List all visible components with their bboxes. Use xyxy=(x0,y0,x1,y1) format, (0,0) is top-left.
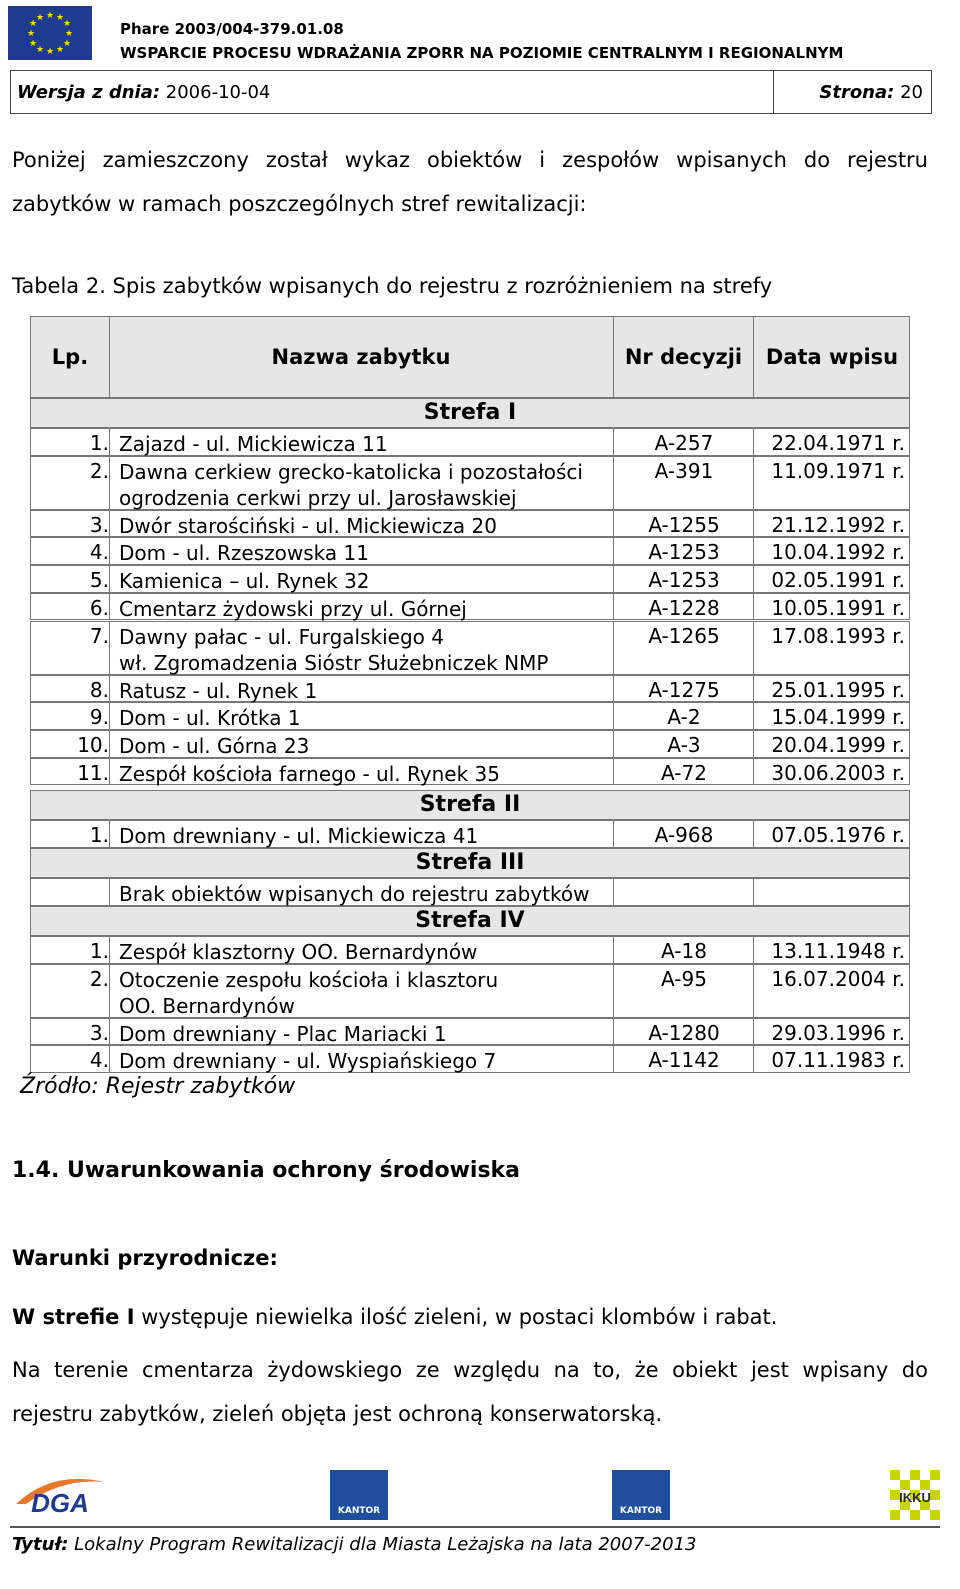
column-divider xyxy=(109,759,110,785)
cell-name-line: Dawna cerkiew grecko-katolicka i pozostałości xyxy=(119,459,583,484)
cell-name-line: Dawny pałac - ul. Furgalskiego 4 xyxy=(119,624,444,649)
kantor-economic-logo: KANTOR xyxy=(612,1470,670,1520)
cell-name xyxy=(119,939,609,965)
cell-date: 11.09.1971 r. xyxy=(771,458,905,483)
cell-name-line: Zespół kościoła farnego - ul. Rynek 35 xyxy=(119,761,500,786)
cell-lp: 4. xyxy=(89,540,109,565)
column-divider xyxy=(753,1046,754,1072)
cell-lp: 4. xyxy=(89,1048,109,1073)
svg-text:★: ★ xyxy=(35,13,45,23)
column-divider xyxy=(753,731,754,757)
table-row xyxy=(30,428,910,456)
table-row xyxy=(30,936,910,964)
cell-name xyxy=(119,1048,609,1074)
cell-name-line: Dom drewniany - ul. Wyspiańskiego 7 xyxy=(119,1049,497,1074)
cell-lp: 5. xyxy=(89,568,109,593)
cell-name xyxy=(119,705,609,731)
cell-date: 10.05.1991 r. xyxy=(771,595,905,620)
cell-name-line: Dom - ul. Rzeszowska 11 xyxy=(119,541,369,566)
cell-decision: A-72 xyxy=(661,760,707,785)
footer-title-value: Lokalny Program Rewitalizacji dla Miasta Leżajska na lata 2007-2013 xyxy=(74,1534,697,1555)
cell-name xyxy=(119,459,609,511)
cell-date: 25.01.1995 r. xyxy=(771,677,905,702)
table-row xyxy=(30,820,910,848)
column-divider xyxy=(613,879,614,905)
column-divider xyxy=(613,457,614,509)
table-row xyxy=(30,1018,910,1046)
cell-lp: 6. xyxy=(89,595,109,620)
table-row xyxy=(30,702,910,730)
column-divider xyxy=(613,622,614,674)
program-name: WSPARCIE PROCESU WDRAŻANIA ZPORR NA POZIOMIE CENTRALNYM I REGIONALNYM xyxy=(120,44,844,62)
cell-lp: 1. xyxy=(89,939,109,963)
table-row xyxy=(30,964,910,1018)
column-divider xyxy=(613,566,614,592)
column-divider xyxy=(613,511,614,537)
table-row xyxy=(30,878,910,906)
table-row xyxy=(30,621,910,675)
cell-decision: A-1255 xyxy=(648,512,720,537)
column-divider xyxy=(753,511,754,537)
cell-date: 15.04.1999 r. xyxy=(771,705,905,730)
column-divider xyxy=(613,965,614,1017)
cell-lp: 10. xyxy=(77,732,109,757)
header-date: Data wpisu xyxy=(765,345,899,369)
cell-decision: A-1280 xyxy=(648,1020,720,1045)
cell-decision: A-95 xyxy=(661,966,707,991)
cell-decision: A-2 xyxy=(667,705,701,730)
column-divider xyxy=(753,594,754,620)
column-divider xyxy=(109,1046,110,1072)
header-divider xyxy=(773,71,774,113)
cell-date: 13.11.1948 r. xyxy=(771,939,905,963)
cell-lp: 1. xyxy=(89,823,109,847)
footer-rule xyxy=(10,1526,940,1528)
ikku-logo xyxy=(890,1470,940,1520)
column-divider xyxy=(753,538,754,564)
column-divider xyxy=(753,566,754,592)
cell-lp: 1. xyxy=(89,431,109,455)
table-row xyxy=(30,675,910,703)
cell-name xyxy=(119,540,609,566)
column-divider xyxy=(613,538,614,564)
table-caption: Tabela 2. Spis zabytków wpisanych do rejestru z rozróżnieniem na strefy xyxy=(12,274,773,298)
project-code: Phare 2003/004-379.01.08 xyxy=(120,20,344,38)
cell-name xyxy=(119,761,609,787)
cell-name xyxy=(119,678,609,704)
cell-name-line: Ratusz - ul. Rynek 1 xyxy=(119,678,318,703)
cell-name-line: Dom drewniany - Plac Mariacki 1 xyxy=(119,1021,447,1046)
svg-text:★: ★ xyxy=(62,39,72,49)
intro-paragraph: Poniżej zamieszczony został wykaz obiektów i zespołów wpisanych do rejestru zabytków w ramach poszczególnych stref rewitalizacji: xyxy=(12,148,928,216)
cell-date: 16.07.2004 r. xyxy=(771,966,905,991)
section-heading: 1.4. Uwarunkowania ochrony środowiska xyxy=(12,1158,521,1183)
column-divider xyxy=(109,703,110,729)
dga-logo-text: DGA xyxy=(31,1488,89,1518)
cell-name xyxy=(119,823,609,849)
cell-name-line: Kamienica – ul. Rynek 32 xyxy=(119,569,370,594)
cell-decision: A-1142 xyxy=(648,1048,720,1073)
cell-name-line: Zajazd - ul. Mickiewicza 11 xyxy=(119,432,388,456)
column-divider xyxy=(109,429,110,455)
svg-text:★: ★ xyxy=(62,19,72,29)
table-row xyxy=(30,537,910,565)
column-divider xyxy=(613,594,614,620)
column-divider xyxy=(753,821,754,847)
cell-date: 07.05.1976 r. xyxy=(771,823,905,847)
cell-name-line: ogrodzenia cerkwi przy ul. Jarosławskiej xyxy=(119,485,517,510)
cell-date: 21.12.1992 r. xyxy=(771,512,905,537)
column-divider xyxy=(613,1019,614,1045)
table-row xyxy=(30,456,910,510)
column-divider xyxy=(109,538,110,564)
header-decision: Nr decyzji xyxy=(624,345,743,369)
cell-name xyxy=(119,513,609,539)
cell-date: 10.04.1992 r. xyxy=(771,540,905,565)
cell-decision: A-18 xyxy=(661,939,707,963)
paragraph-cemetery: Na terenie cmentarza żydowskiego ze względu na to, że obiekt jest wpisany do rejestru zabytków, zieleń objęta jest ochroną konserwatorską. xyxy=(12,1358,928,1426)
column-divider xyxy=(753,429,754,455)
cell-lp: 2. xyxy=(89,966,109,991)
column-divider xyxy=(109,937,110,963)
zone-heading: Strefa II xyxy=(30,790,910,820)
column-divider xyxy=(753,879,754,905)
svg-text:★: ★ xyxy=(45,47,55,57)
page-info xyxy=(819,82,923,103)
cell-name-line: Dom drewniany - ul. Mickiewicza 41 xyxy=(119,824,479,848)
page-number: 20 xyxy=(900,82,923,103)
version-info xyxy=(17,82,270,103)
cell-name xyxy=(119,624,609,676)
column-divider xyxy=(613,759,614,785)
footer-title xyxy=(12,1534,696,1555)
svg-text:★: ★ xyxy=(28,19,38,29)
cell-lp: 7. xyxy=(89,623,109,648)
footer-title-label: Tytuł: xyxy=(12,1534,69,1555)
paragraph-zone1-text: występuje niewielka ilość zieleni, w postaci klombów i rabat. xyxy=(134,1305,778,1329)
cell-decision: A-968 xyxy=(654,823,714,847)
eu-flag-logo xyxy=(8,6,92,60)
version-label: Wersja z dnia: xyxy=(17,82,161,103)
column-divider xyxy=(613,821,614,847)
column-divider xyxy=(109,1019,110,1045)
svg-text:★: ★ xyxy=(64,29,74,39)
column-divider xyxy=(613,676,614,702)
column-divider xyxy=(753,676,754,702)
zone-heading: Strefa IV xyxy=(30,906,910,936)
column-divider xyxy=(109,965,110,1017)
cell-decision: A-1253 xyxy=(648,568,720,593)
cell-name-line: Otoczenie zespołu kościoła i klasztoru xyxy=(119,967,499,992)
column-divider xyxy=(109,622,110,674)
cell-date: 20.04.1999 r. xyxy=(771,732,905,757)
cell-name xyxy=(119,733,609,759)
cell-name-line: Zespół klasztorny OO. Bernardynów xyxy=(119,940,478,964)
cell-name-line: Dom - ul. Górna 23 xyxy=(119,733,310,758)
cell-lp: 9. xyxy=(89,705,109,730)
cell-decision: A-3 xyxy=(667,732,701,757)
cell-date: 02.05.1991 r. xyxy=(771,568,905,593)
column-divider xyxy=(109,566,110,592)
cell-name-line: Dom - ul. Krótka 1 xyxy=(119,706,301,731)
table-header xyxy=(30,316,910,398)
column-divider xyxy=(753,965,754,1017)
column-divider xyxy=(613,1046,614,1072)
dga-logo xyxy=(12,1474,108,1518)
cell-name xyxy=(119,881,609,907)
cell-name xyxy=(119,568,609,594)
column-divider xyxy=(753,1019,754,1045)
cell-name-line: OO. Bernardynów xyxy=(119,993,295,1018)
svg-text:★: ★ xyxy=(45,11,55,21)
cell-date: 17.08.1993 r. xyxy=(771,623,905,648)
table-row xyxy=(30,565,910,593)
column-divider xyxy=(109,676,110,702)
cell-lp: 11. xyxy=(77,760,109,785)
column-divider xyxy=(753,759,754,785)
cell-date: 07.11.1983 r. xyxy=(771,1048,905,1073)
cell-decision: A-1253 xyxy=(648,540,720,565)
cell-date: 29.03.1996 r. xyxy=(771,1020,905,1045)
cell-lp: 3. xyxy=(89,512,109,537)
table-row xyxy=(30,758,910,786)
svg-text:★: ★ xyxy=(55,13,65,23)
cell-date: 30.06.2003 r. xyxy=(771,760,905,785)
table-row xyxy=(30,1045,910,1073)
cell-decision: A-391 xyxy=(654,458,714,483)
header-info-box xyxy=(10,70,932,114)
cell-name xyxy=(119,1021,609,1047)
cell-name xyxy=(119,967,609,1019)
table-source: Źródło: Rejestr zabytków xyxy=(20,1074,296,1099)
column-divider xyxy=(109,821,110,847)
cell-name xyxy=(119,431,609,457)
svg-text:★: ★ xyxy=(35,45,45,55)
cell-name-line: Cmentarz żydowski przy ul. Górnej xyxy=(119,596,467,621)
column-divider xyxy=(109,731,110,757)
ikku-logo-text: IKKU xyxy=(899,1490,931,1505)
column-divider xyxy=(753,622,754,674)
cell-decision: A-1275 xyxy=(648,677,720,702)
kantor-polska-logo: KANTOR xyxy=(330,1470,388,1520)
version-value: 2006-10-04 xyxy=(165,82,271,103)
subheading: Warunki przyrodnicze: xyxy=(12,1246,278,1270)
table-row xyxy=(30,730,910,758)
column-divider xyxy=(753,457,754,509)
zone-heading: Strefa I xyxy=(30,398,910,428)
cell-lp: 3. xyxy=(89,1020,109,1045)
cell-name-line: Brak obiektów wpisanych do rejestru zabytków xyxy=(119,882,590,906)
cell-name-line: wł. Zgromadzenia Sióstr Służebniczek NMP xyxy=(119,650,549,675)
column-divider xyxy=(753,937,754,963)
column-divider xyxy=(109,594,110,620)
cell-date: 22.04.1971 r. xyxy=(771,431,905,455)
cell-decision: A-257 xyxy=(654,431,714,455)
column-divider xyxy=(613,429,614,455)
column-divider xyxy=(613,937,614,963)
cell-decision: A-1228 xyxy=(648,595,720,620)
table-row xyxy=(30,510,910,538)
column-divider xyxy=(753,703,754,729)
column-divider xyxy=(109,511,110,537)
cell-decision: A-1265 xyxy=(648,623,720,648)
paragraph-zone1 xyxy=(12,1305,777,1329)
cell-name-line: Dwór starościński - ul. Mickiewicza 20 xyxy=(119,513,497,538)
svg-text:★: ★ xyxy=(26,29,36,39)
zone-heading: Strefa III xyxy=(30,848,910,878)
paragraph-zone1-bold: W strefie I xyxy=(12,1305,135,1329)
header-lp: Lp. xyxy=(51,345,89,369)
page-label: Strona: xyxy=(819,82,895,103)
svg-text:★: ★ xyxy=(55,45,65,55)
column-divider xyxy=(109,879,110,905)
cell-lp: 8. xyxy=(89,677,109,702)
table-row xyxy=(30,593,910,621)
cell-lp: 2. xyxy=(89,458,109,483)
svg-text:★: ★ xyxy=(28,39,38,49)
column-divider xyxy=(613,731,614,757)
cell-name xyxy=(119,596,609,622)
header-name: Nazwa zabytku xyxy=(271,345,451,369)
column-divider xyxy=(613,703,614,729)
column-divider xyxy=(109,457,110,509)
